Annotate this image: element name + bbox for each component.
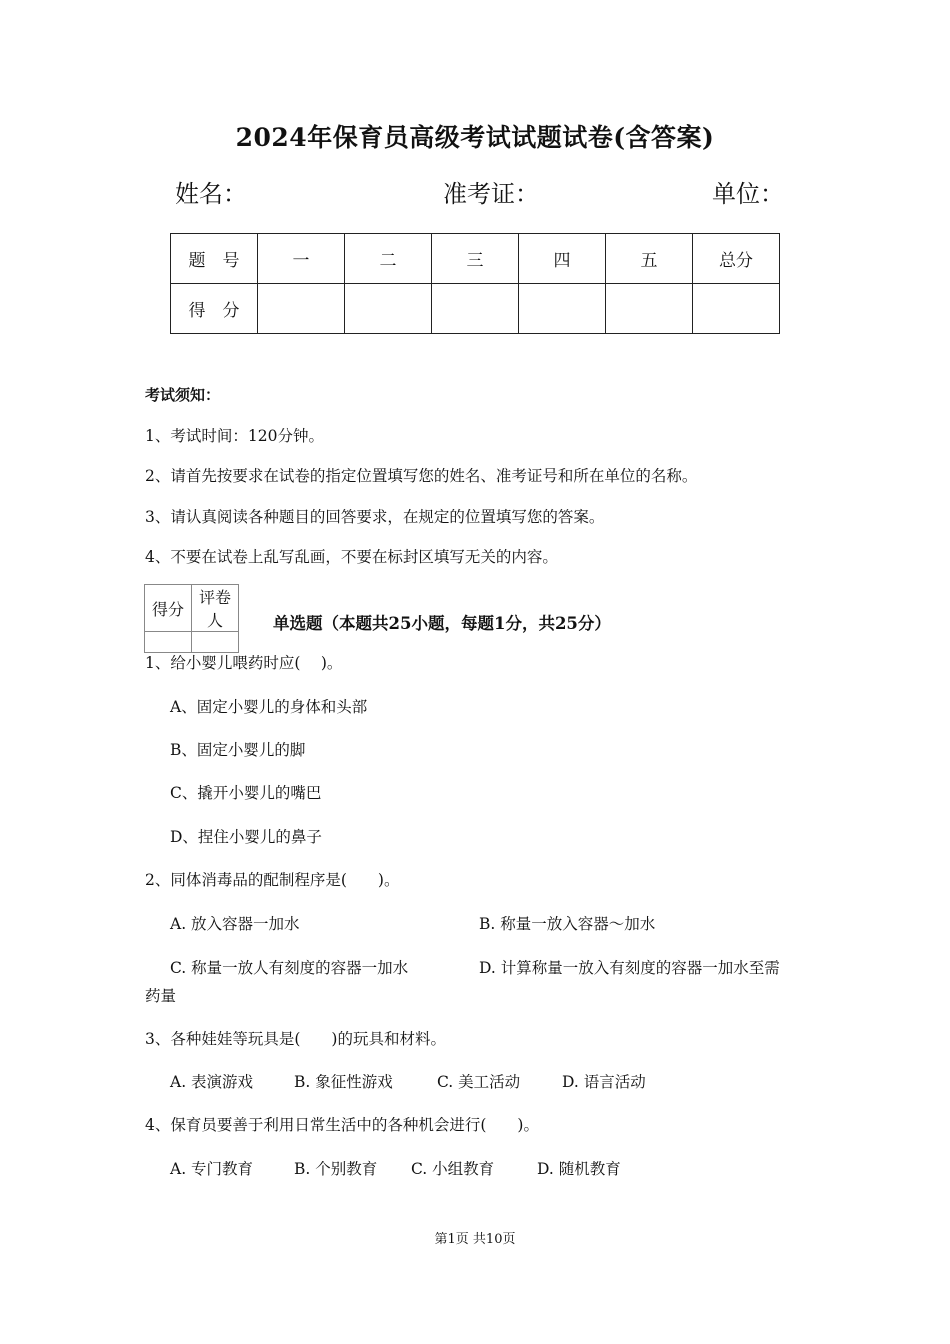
score-input-cell[interactable] — [519, 284, 606, 334]
score-table-cell: 得 分 — [171, 284, 258, 334]
score-table-cell: 一 — [258, 234, 345, 284]
score-input-cell[interactable] — [345, 284, 432, 334]
section-title: 单选题（本题共25小题，每题1分，共25分） — [273, 614, 611, 633]
unit-label: 单位： — [712, 180, 784, 208]
score-table-cell: 题 号 — [171, 234, 258, 284]
question-option: B. 个别教育 — [294, 1160, 378, 1178]
question-option: D、捏住小婴儿的鼻子 — [170, 828, 322, 846]
question-option: C. 称量一放人有刻度的容器一加水 — [170, 959, 409, 977]
question-stem: 4、保育员要善于利用日常生活中的各种机会进行( )。 — [145, 1116, 539, 1134]
score-table-score-row — [171, 284, 780, 334]
question-option: A. 专门教育 — [170, 1160, 254, 1178]
question-option: D. 语言活动 — [562, 1073, 646, 1091]
score-table-cell: 四 — [519, 234, 606, 284]
question-stem: 2、同体消毒品的配制程序是( )。 — [145, 871, 400, 889]
question-option: B、固定小婴儿的脚 — [170, 741, 306, 759]
exam-number-label: 准考证： — [443, 180, 539, 208]
notice-item: 3、请认真阅读各种题目的回答要求，在规定的位置填写您的答案。 — [145, 508, 605, 526]
notice-heading: 考试须知： — [145, 386, 221, 404]
score-table-cell: 二 — [345, 234, 432, 284]
score-table — [170, 233, 780, 334]
question-option: A、固定小婴儿的身体和头部 — [170, 698, 368, 716]
score-input-cell[interactable] — [693, 284, 780, 334]
question-option: C、撬开小婴儿的嘴巴 — [170, 784, 322, 802]
question-option: A. 放入容器一加水 — [170, 915, 300, 933]
question-option: D. 计算称量一放入有刻度的容器一加水至需 — [479, 959, 780, 977]
page-footer: 第1页 共10页 — [434, 1232, 516, 1247]
grader-reviewer-cell[interactable] — [192, 632, 239, 653]
question-option: B. 象征性游戏 — [294, 1073, 393, 1091]
notice-item: 2、请首先按要求在试卷的指定位置填写您的姓名、准考证号和所在单位的名称。 — [145, 467, 698, 485]
score-table-cell: 三 — [432, 234, 519, 284]
score-input-cell[interactable] — [606, 284, 693, 334]
name-label: 姓名： — [175, 180, 247, 208]
grader-reviewer-label: 评卷人 — [192, 585, 239, 632]
score-input-cell[interactable] — [258, 284, 345, 334]
question-stem: 3、各种娃娃等玩具是( )的玩具和材料。 — [145, 1030, 446, 1048]
question-option: A. 表演游戏 — [170, 1073, 254, 1091]
question-option: C. 小组教育 — [411, 1160, 495, 1178]
notice-item: 4、不要在试卷上乱写乱画，不要在标封区填写无关的内容。 — [145, 548, 558, 566]
question-option-wrap: 药量 — [145, 987, 177, 1005]
question-option: B. 称量一放入容器～加水 — [479, 915, 656, 933]
question-option: D. 随机教育 — [537, 1160, 621, 1178]
score-table-header-row — [171, 234, 780, 284]
score-table-cell: 五 — [606, 234, 693, 284]
question-stem: 1、给小婴儿喂药时应( )。 — [145, 654, 343, 672]
score-input-cell[interactable] — [432, 284, 519, 334]
grader-score-cell[interactable] — [145, 632, 192, 653]
score-table-cell: 总分 — [693, 234, 780, 284]
question-option: C. 美工活动 — [437, 1073, 521, 1091]
notice-item: 1、考试时间：120分钟。 — [145, 427, 324, 445]
grader-score-label: 得分 — [145, 585, 192, 632]
page-title: 2024年保育员高级考试试题试卷(含答案) — [235, 123, 715, 152]
grader-box — [144, 584, 239, 653]
